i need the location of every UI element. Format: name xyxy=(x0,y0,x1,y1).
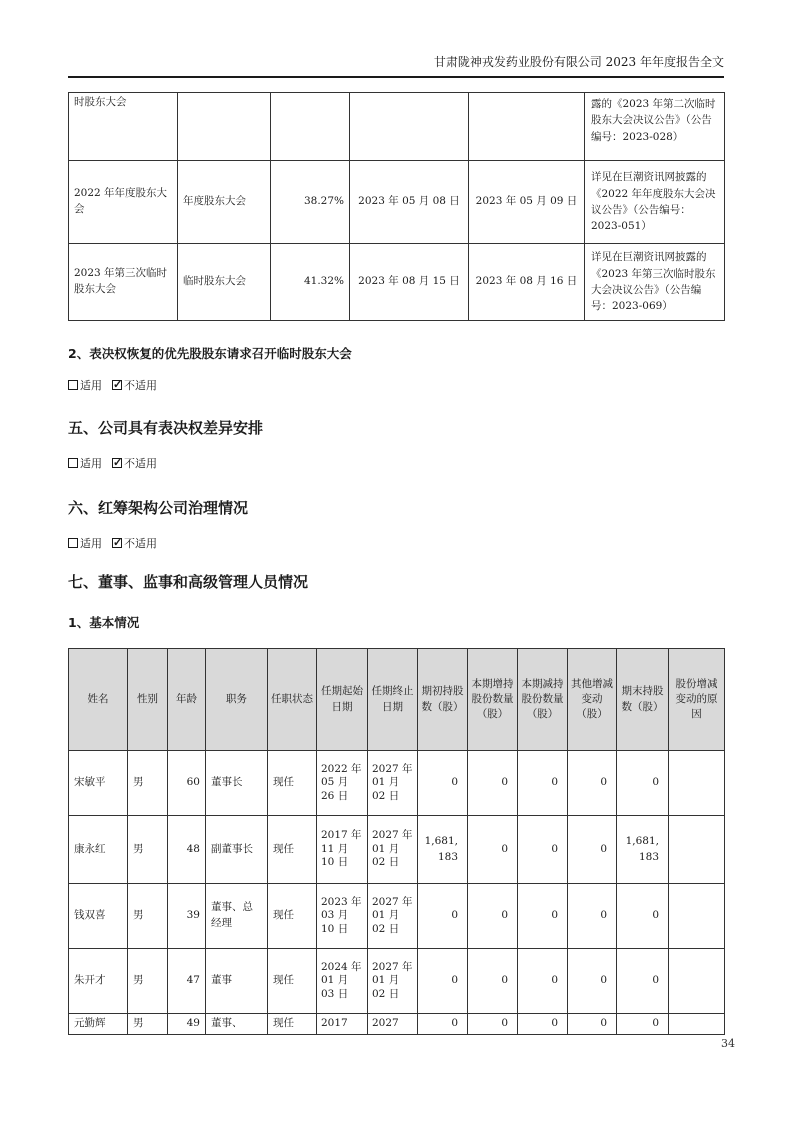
director-status-cell: 现任 xyxy=(268,816,317,884)
director-name-cell: 宋敏平 xyxy=(69,751,128,816)
shares-other-cell: 0 xyxy=(568,884,617,949)
director-gender-cell: 男 xyxy=(128,751,168,816)
section-6-title: 六、红筹架构公司治理情况 xyxy=(68,499,249,517)
shares-begin-cell: 0 xyxy=(418,1014,468,1035)
director-status-cell: 现任 xyxy=(268,949,317,1014)
header-cell: 期初持股数（股） xyxy=(418,649,468,751)
section-7-title: 七、董事、监事和高级管理人员情况 xyxy=(68,573,309,591)
director-age-cell: 49 xyxy=(168,1014,206,1035)
shares-end-cell: 1,681,183 xyxy=(617,816,669,884)
directors-table xyxy=(68,648,725,1035)
page-number: 34 xyxy=(721,1037,735,1050)
header-cell: 性别 xyxy=(128,649,168,751)
header-cell: 任期起始日期 xyxy=(317,649,368,751)
table-header-row xyxy=(69,649,725,751)
director-name-cell: 康永红 xyxy=(69,816,128,884)
shares-end-cell: 0 xyxy=(617,1014,669,1035)
meeting-type-cell: 年度股东大会 xyxy=(178,161,271,244)
shares-begin-cell: 0 xyxy=(418,884,468,949)
checkbox-checked-icon xyxy=(112,380,122,390)
applicable-label: 适用 xyxy=(80,457,102,470)
header-cell: 姓名 xyxy=(69,649,128,751)
director-gender-cell: 男 xyxy=(128,949,168,1014)
meeting-ratio-cell: 41.32% xyxy=(271,244,350,321)
term-end-cell: 2027 年 01 月 02 日 xyxy=(368,884,418,949)
change-reason-cell xyxy=(669,751,725,816)
checkbox-unchecked-icon xyxy=(68,458,78,468)
table-row xyxy=(69,884,725,949)
director-title-cell: 董事、总经理 xyxy=(206,884,268,949)
checkbox-unchecked-icon xyxy=(68,538,78,548)
director-name-cell: 钱双喜 xyxy=(69,884,128,949)
section-5-title: 五、公司具有表决权差异安排 xyxy=(68,419,264,437)
header-cell: 本期减持股份数量（股） xyxy=(518,649,568,751)
meeting-disclosure-cell: 详见在巨潮资讯网披露的《2022 年年度股东大会决议公告》（公告编号：2023-051） xyxy=(585,161,725,244)
header-cell: 任期终止日期 xyxy=(368,649,418,751)
director-age-cell: 60 xyxy=(168,751,206,816)
shares-begin-cell: 1,681,183 xyxy=(418,816,468,884)
table-row xyxy=(69,1014,725,1035)
shares-decrease-cell: 0 xyxy=(518,949,568,1014)
change-reason-cell xyxy=(669,1014,725,1035)
director-name-cell: 元勤辉 xyxy=(69,1014,128,1035)
meeting-ratio-cell xyxy=(271,93,350,161)
director-age-cell: 39 xyxy=(168,884,206,949)
meeting-disclosure-cell: 详见在巨潮资讯网披露的《2023 年第三次临时股东大会决议公告》（公告编号：2023-069） xyxy=(585,244,725,321)
shares-increase-cell: 0 xyxy=(468,884,518,949)
shares-end-cell: 0 xyxy=(617,884,669,949)
shares-decrease-cell: 0 xyxy=(518,1014,568,1035)
header-cell: 股份增减变动的原因 xyxy=(669,649,725,751)
meeting-disclosure-cell: 露的《2023 年第二次临时股东大会决议公告》（公告编号：2023-028） xyxy=(585,93,725,161)
shares-decrease-cell: 0 xyxy=(518,884,568,949)
header-cell: 期末持股数（股） xyxy=(617,649,669,751)
director-gender-cell: 男 xyxy=(128,816,168,884)
director-status-cell: 现任 xyxy=(268,1014,317,1035)
meeting-disclosure-date-cell: 2023 年 05 月 09 日 xyxy=(469,161,585,244)
table-row xyxy=(69,949,725,1014)
director-title-cell: 副董事长 xyxy=(206,816,268,884)
term-end-cell: 2027 年 01 月 02 日 xyxy=(368,949,418,1014)
section-2-title: 2、表决权恢复的优先股股东请求召开临时股东大会 xyxy=(68,346,352,361)
checkbox-unchecked-icon xyxy=(68,380,78,390)
term-start-cell: 2017 xyxy=(317,1014,368,1035)
shares-decrease-cell: 0 xyxy=(518,816,568,884)
shares-other-cell: 0 xyxy=(568,816,617,884)
meeting-type-cell: 临时股东大会 xyxy=(178,244,271,321)
term-end-cell: 2027 xyxy=(368,1014,418,1035)
term-end-cell: 2027 年 01 月 02 日 xyxy=(368,751,418,816)
meeting-name-cell: 2022 年年度股东大会 xyxy=(69,161,178,244)
director-status-cell: 现任 xyxy=(268,884,317,949)
shares-decrease-cell: 0 xyxy=(518,751,568,816)
header-cell: 任职状态 xyxy=(268,649,317,751)
applicable-label: 适用 xyxy=(80,379,102,392)
shares-end-cell: 0 xyxy=(617,949,669,1014)
header-cell: 年龄 xyxy=(168,649,206,751)
header-cell: 本期增持股份数量（股） xyxy=(468,649,518,751)
shares-begin-cell: 0 xyxy=(418,949,468,1014)
change-reason-cell xyxy=(669,816,725,884)
term-start-cell: 2024 年 01 月 03 日 xyxy=(317,949,368,1014)
meeting-name-cell: 2023 年第三次临时股东大会 xyxy=(69,244,178,321)
checkbox-checked-icon xyxy=(112,538,122,548)
shares-other-cell: 0 xyxy=(568,1014,617,1035)
shares-other-cell: 0 xyxy=(568,949,617,1014)
not-applicable-label: 不适用 xyxy=(124,457,157,470)
shares-increase-cell: 0 xyxy=(468,1014,518,1035)
meeting-disclosure-date-cell: 2023 年 08 月 16 日 xyxy=(469,244,585,321)
meeting-convene-date-cell: 2023 年 08 月 15 日 xyxy=(350,244,469,321)
shares-increase-cell: 0 xyxy=(468,816,518,884)
section-7-1-title: 1、基本情况 xyxy=(68,615,140,630)
director-status-cell: 现任 xyxy=(268,751,317,816)
table-row xyxy=(69,244,725,321)
term-start-cell: 2017 年 11 月 10 日 xyxy=(317,816,368,884)
meeting-disclosure-date-cell xyxy=(469,93,585,161)
shareholder-meetings-table xyxy=(68,92,725,321)
shares-increase-cell: 0 xyxy=(468,949,518,1014)
applicable-label: 适用 xyxy=(80,537,102,550)
director-title-cell: 董事、 xyxy=(206,1014,268,1035)
director-age-cell: 47 xyxy=(168,949,206,1014)
meeting-ratio-cell: 38.27% xyxy=(271,161,350,244)
applicability-line xyxy=(68,457,724,471)
shares-increase-cell: 0 xyxy=(468,751,518,816)
change-reason-cell xyxy=(669,949,725,1014)
page-header xyxy=(68,52,724,78)
shares-begin-cell: 0 xyxy=(418,751,468,816)
checkbox-checked-icon xyxy=(112,458,122,468)
header-cell: 职务 xyxy=(206,649,268,751)
header-cell: 其他增减变动（股） xyxy=(568,649,617,751)
director-title-cell: 董事长 xyxy=(206,751,268,816)
meeting-type-cell xyxy=(178,93,271,161)
shares-other-cell: 0 xyxy=(568,751,617,816)
table-row xyxy=(69,816,725,884)
page-header-title: 甘肃陇神戎发药业股份有限公司 2023 年年度报告全文 xyxy=(433,55,724,69)
meeting-name-cell: 时股东大会 xyxy=(69,93,178,161)
director-title-cell: 董事 xyxy=(206,949,268,1014)
table-row xyxy=(69,751,725,816)
term-start-cell: 2022 年 05 月 26 日 xyxy=(317,751,368,816)
director-gender-cell: 男 xyxy=(128,1014,168,1035)
director-gender-cell: 男 xyxy=(128,884,168,949)
applicability-line xyxy=(68,537,724,551)
director-name-cell: 朱开才 xyxy=(69,949,128,1014)
table-row xyxy=(69,161,725,244)
term-end-cell: 2027 年 01 月 02 日 xyxy=(368,816,418,884)
term-start-cell: 2023 年 03 月 10 日 xyxy=(317,884,368,949)
meeting-convene-date-cell: 2023 年 05 月 08 日 xyxy=(350,161,469,244)
director-age-cell: 48 xyxy=(168,816,206,884)
meeting-convene-date-cell xyxy=(350,93,469,161)
not-applicable-label: 不适用 xyxy=(124,537,157,550)
change-reason-cell xyxy=(669,884,725,949)
shares-end-cell: 0 xyxy=(617,751,669,816)
applicability-line xyxy=(68,379,724,393)
table-row xyxy=(69,93,725,161)
not-applicable-label: 不适用 xyxy=(124,379,157,392)
